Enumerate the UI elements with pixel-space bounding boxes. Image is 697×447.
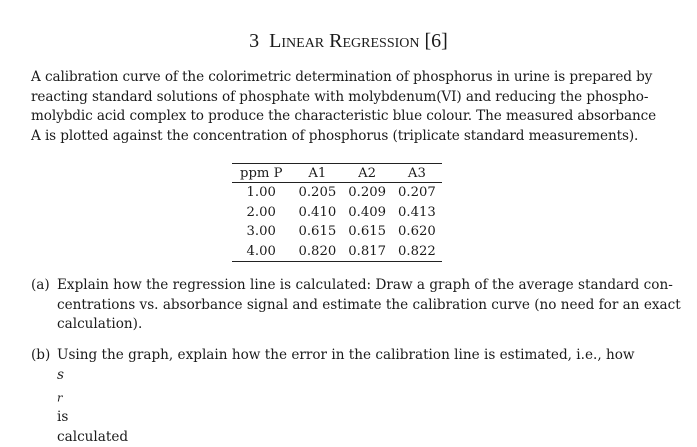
cell-a3: 0.207 — [398, 185, 436, 201]
cell-a2: 0.817 — [342, 242, 392, 262]
question-line-tail: is — [57, 409, 69, 426]
cell-a3: 0.413 — [398, 204, 436, 220]
intro-line: A is plotted against the concentration of phosphorus (triplicate standard measurements). — [31, 127, 639, 144]
sr-symbol — [57, 366, 661, 409]
table-row — [232, 183, 442, 203]
calibration-table — [232, 163, 442, 262]
question-text — [57, 346, 661, 447]
table-header-row — [232, 164, 442, 183]
intro-line: reacting standard solutions of phosphate with molybdenum(VI) and reducing the phospho- — [31, 88, 649, 105]
header-ppm: ppm P — [232, 164, 292, 183]
header-a3: A3 — [392, 164, 442, 183]
cell-ppm: 2.00 — [246, 204, 276, 220]
cell-ppm: 1.00 — [246, 185, 276, 201]
table-row — [232, 222, 442, 242]
header-a1: A1 — [292, 164, 342, 183]
cell-a1: 0.820 — [292, 242, 342, 262]
question-line: calculation). — [57, 316, 143, 332]
section-heading — [0, 30, 697, 53]
header-a2: A2 — [342, 164, 392, 183]
cell-a1: 0.615 — [298, 224, 337, 240]
question-line: Explain how the regression line is calculated: Draw a graph of the average standard con- — [57, 277, 673, 293]
section-number: 3 — [249, 30, 260, 52]
question-a — [31, 276, 681, 335]
intro-line: A calibration curve of the colorimetric determination of phosphorus in urine is prepared by — [31, 69, 653, 85]
cell-a3: 0.620 — [398, 224, 436, 240]
sr-symbol-subscript: r — [57, 390, 63, 405]
question-line: calculated — [57, 428, 129, 445]
problem-statement — [31, 68, 657, 146]
question-b — [31, 346, 661, 447]
section-title: Linear Regression — [269, 30, 420, 52]
cell-a2: 0.209 — [348, 185, 386, 201]
section-points: [6] — [424, 30, 448, 52]
intro-line: molybdic acid complex to produce the characteristic blue colour. The measured absorbance — [31, 108, 657, 124]
cell-a1: 0.410 — [298, 204, 337, 220]
table-row — [232, 242, 442, 262]
cell-ppm: 3.00 — [246, 224, 276, 240]
cell-a2: 0.409 — [348, 204, 386, 220]
question-text — [57, 276, 681, 335]
cell-ppm: 4.00 — [232, 242, 292, 262]
question-line-text: Using the graph, explain how the error in the calibration line is estimated, i.e., how — [57, 347, 635, 363]
table-row — [232, 203, 442, 223]
sr-symbol-base: s — [57, 366, 64, 383]
question-line: centrations vs. absorbance signal and estimate the calibration curve (no need for an exact — [57, 296, 681, 313]
question-line — [57, 346, 661, 428]
question-label: (a) — [31, 277, 50, 293]
cell-a3: 0.822 — [392, 242, 442, 262]
cell-a2: 0.615 — [348, 224, 386, 240]
cell-a1: 0.205 — [298, 185, 337, 201]
question-label: (b) — [31, 347, 51, 363]
